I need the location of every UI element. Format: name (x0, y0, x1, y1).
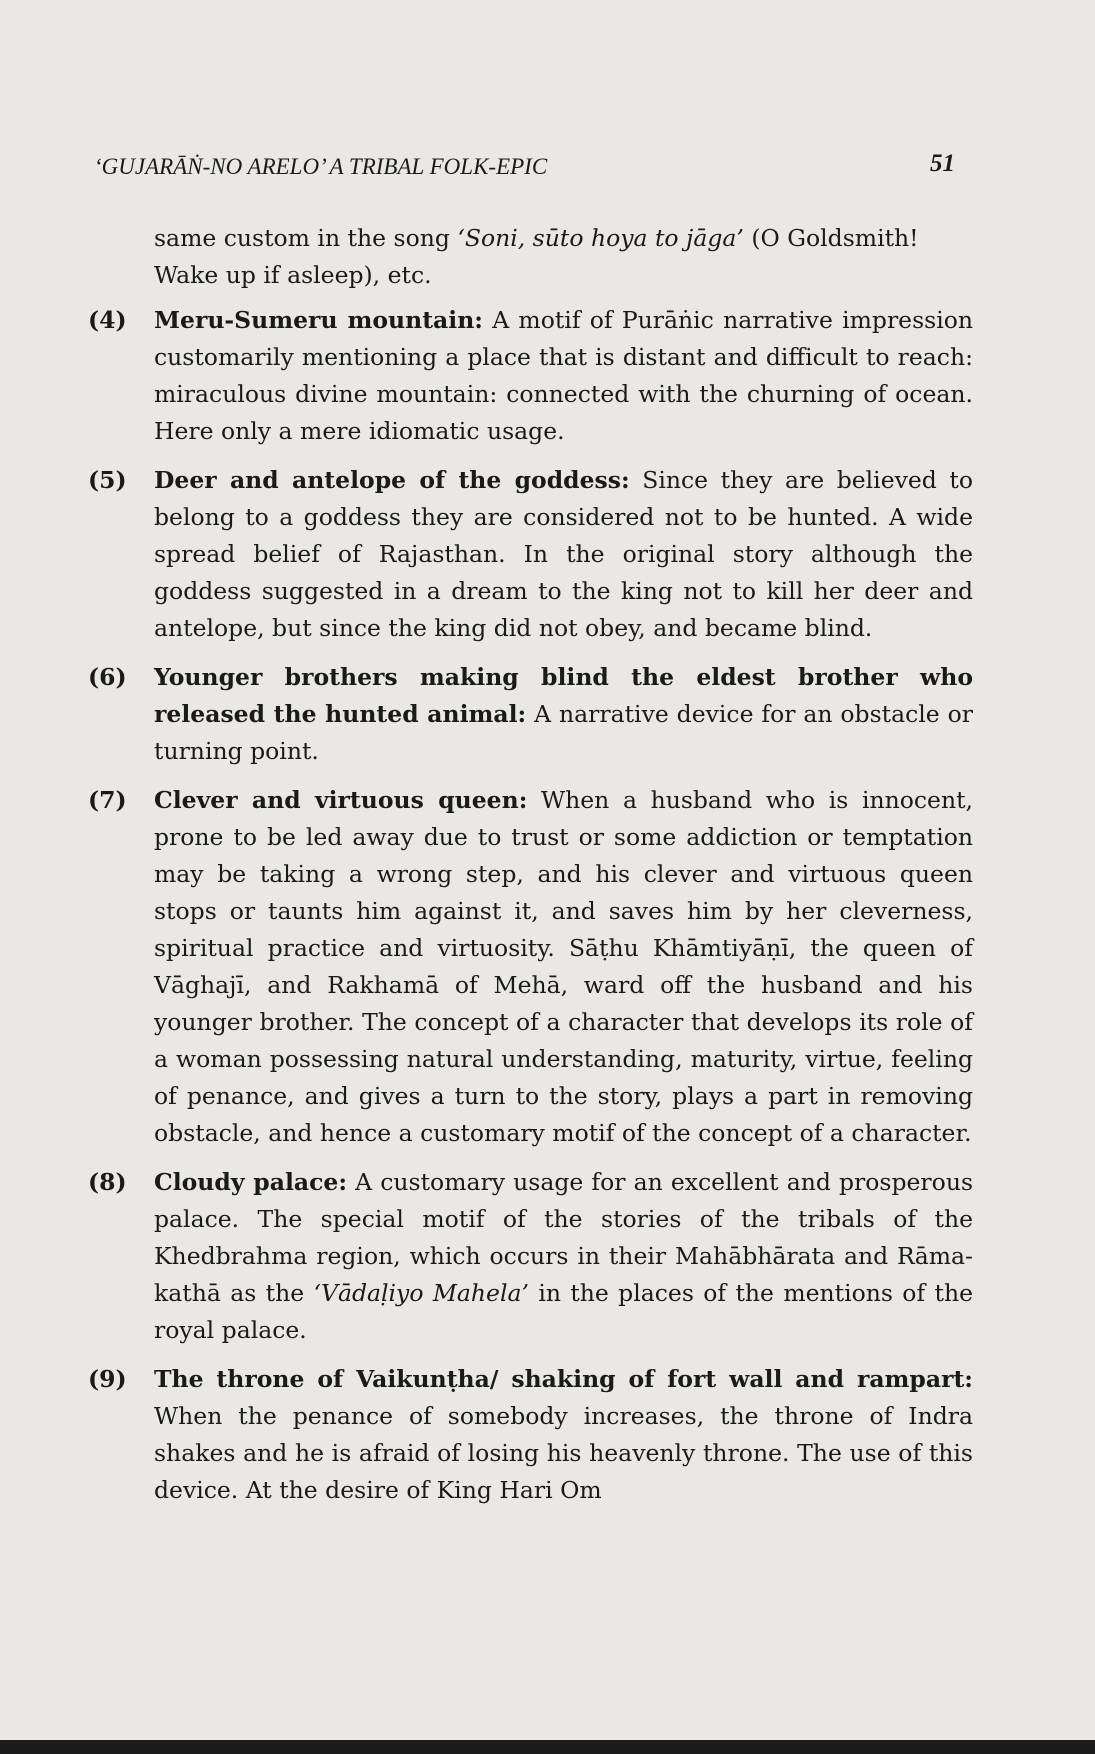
entry-6 (88, 659, 973, 770)
entry-text: A narrative device for an obstacle or turning point. (154, 700, 973, 765)
entry-content (154, 1361, 973, 1509)
entry-text: When the penance of somebody increases, the throne of Indra shakes and he is afraid of losing his heavenly throne. The use of this device. At the desire of King Hari Om (154, 1402, 973, 1504)
entry-number: (8) (88, 1168, 127, 1196)
continuation-paragraph (88, 220, 973, 294)
entry-content (154, 1164, 973, 1349)
entry-heading: Meru-Sumeru mountain: (154, 306, 483, 334)
entry-heading: Clever and virtuous queen: (154, 786, 528, 814)
entry-text: A motif of Purāṅic narrative impression customarily mentioning a place that is distant and difficult to reach: miraculous divine mountain: connected with the churning of ocean. Here only a mere idiomatic usage. (154, 306, 974, 445)
entry-7 (88, 782, 973, 1152)
entry-heading: Younger brothers making blind the eldest brother who released the hunted animal: (154, 663, 973, 728)
italic-term: ‘Vādaḷiyo Mahela’ (313, 1279, 529, 1307)
entry-4 (88, 302, 973, 450)
entry-number: (6) (88, 663, 127, 691)
entry-5 (88, 462, 973, 647)
entry-heading: Cloudy palace: (154, 1168, 348, 1196)
continuation-text-before: same custom in the song (154, 224, 458, 252)
continuation-text-after: (O Goldsmith! Wake up if asleep), etc. (154, 224, 919, 289)
entry-content (154, 659, 973, 770)
entry-text: Since they are believed to belong to a goddess they are considered not to be hunted. A wide spread belief of Rajasthan. In the original story although the goddess suggested in a dream to the king not to kill her deer and antelope, but since the king did not obey, and became blind. (154, 466, 974, 642)
page-number: 51 (930, 150, 955, 177)
entry-text-after: in the places of the mentions of the royal palace. (154, 1279, 974, 1344)
entry-heading: The throne of Vaikunṭha/ shaking of fort wall and rampart: (154, 1365, 973, 1393)
entry-number: (5) (88, 466, 127, 494)
entry-heading: Deer and antelope of the goddess: (154, 466, 630, 494)
entry-content (154, 782, 973, 1152)
entry-content (154, 302, 973, 450)
entry-text-before: A customary usage for an excellent and prosperous palace. The special motif of the stories of the tribals of the Khedbrahma region, which occurs in their Mahābhārata and Rāma-kathā as the (154, 1168, 974, 1307)
entry-text: When a husband who is innocent, prone to be led away due to trust or some addiction or temptation may be taking a wrong step, and his clever and virtuous queen stops or taunts him against it, and saves him by her cleverness, spiritual practice and virtuosity. Sāṭhu Khāmtiyāṇī, the queen of Vāghajī, and Rakhamā of Mehā, ward off the husband and his younger brother. The concept of a character that develops its role of a woman possessing natural understanding, maturity, virtue, feeling of penance, and gives a turn to the story, plays a part in removing obstacle, and hence a customary motif of the concept of a character. (154, 786, 973, 1147)
running-header (94, 150, 955, 190)
entry-number: (9) (88, 1365, 127, 1393)
entry-9 (88, 1361, 973, 1509)
entry-content (154, 462, 973, 647)
song-title: ‘Soni, sūto hoya to jāga’ (457, 224, 744, 252)
entry-8 (88, 1164, 973, 1349)
running-title: ‘GUJARĀṄ-NO ARELO’ A TRIBAL FOLK-EPIC (94, 154, 548, 179)
entry-number: (7) (88, 786, 127, 814)
entry-number: (4) (88, 306, 127, 334)
page-body (88, 220, 973, 1521)
